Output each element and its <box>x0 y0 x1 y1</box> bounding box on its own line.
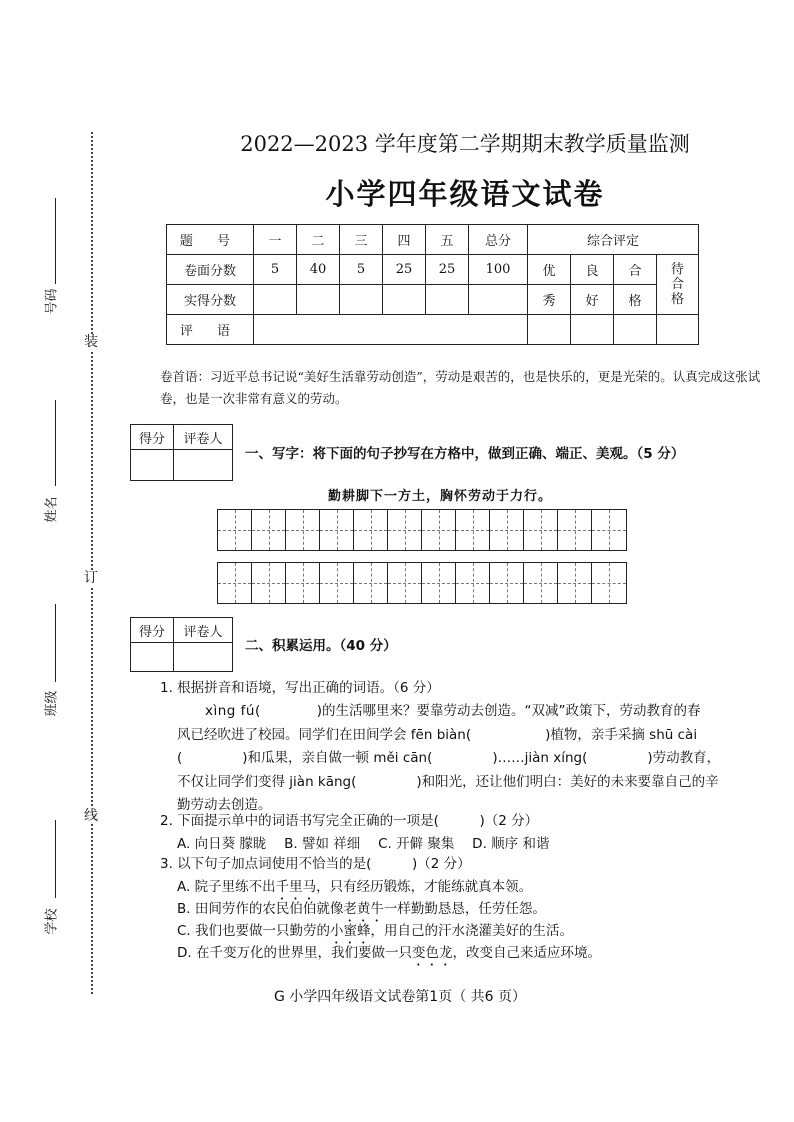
q1-text: 不仅让同学们变得 jiàn kāng( <box>177 773 357 790</box>
grade-pass-check[interactable] <box>614 315 657 345</box>
writing-grid-row-2[interactable] <box>217 562 627 604</box>
points-4: 25 <box>383 255 426 285</box>
name-underline <box>55 400 56 486</box>
row-label-actual: 实得分数 <box>167 285 254 315</box>
q3-option-b: B. 田间劳作的农民伯伯就像老黄牛一样勤勤恳恳，任劳任怨。 <box>177 901 546 917</box>
q1-text: )植物，亲手采摘 shū cài <box>545 726 698 743</box>
section-2-title: 二、积累运用。（40 分） <box>245 638 397 654</box>
row-label-points: 卷面分数 <box>167 255 254 285</box>
q3-option-c-dotted: 小蜜蜂 <box>330 923 371 939</box>
points-2: 40 <box>297 255 340 285</box>
actual-5[interactable] <box>426 285 469 315</box>
points-1: 5 <box>254 255 297 285</box>
binding-char-ding: 订 <box>84 570 98 586</box>
score-cell[interactable] <box>131 643 174 672</box>
exam-title: 2022—2023 学年度第二学期期末教学质量监测 <box>240 132 690 156</box>
actual-3[interactable] <box>340 285 383 315</box>
reviewer-cell[interactable] <box>174 450 233 481</box>
section-3: 三 <box>340 225 383 255</box>
q2-stem: 2. 下面提示单中的词语书写完全正确的一项是( )（2 分） <box>160 813 539 829</box>
grade-needs-improvement: 待合格 <box>657 255 699 315</box>
binding-char-zhuang: 装 <box>84 334 98 350</box>
q2-options: A. 向日葵 朦眬 B. 譬如 祥细 C. 开僻 聚集 D. 顺序 和谐 <box>177 836 550 852</box>
grader-box-2 <box>130 617 233 672</box>
section-2: 二 <box>297 225 340 255</box>
row-label-number: 题 号 <box>167 225 254 255</box>
q3-option-d: D. 在千变万化的世界里，我们要做一只变色龙，改变自己来适应环境。 <box>177 945 601 961</box>
q1-text: 勤劳动去创造。 <box>177 797 272 813</box>
grade-excellent-check[interactable] <box>528 315 571 345</box>
label-class: 班级 <box>44 690 60 717</box>
section-4: 四 <box>383 225 426 255</box>
reviewer-label: 评卷人 <box>174 618 233 643</box>
number-underline <box>55 198 56 284</box>
q3-stem: 3. 以下句子加点词使用不恰当的是( )（2 分） <box>160 856 471 872</box>
q3-option-d-dotted: 变色龙 <box>411 945 453 961</box>
score-label: 得分 <box>131 618 174 643</box>
score-label: 得分 <box>131 425 174 450</box>
page-footer: G 小学四年级语文试卷第1页（ 共6 页） <box>273 989 526 1005</box>
grade-good-top: 良 <box>571 255 614 285</box>
score-table <box>166 224 699 345</box>
grade-good-check[interactable] <box>571 315 614 345</box>
grade-excellent-bottom: 秀 <box>528 285 571 315</box>
grader-box-1 <box>130 424 233 481</box>
comment-cell[interactable] <box>254 315 528 345</box>
preface: 卷首语：习近平总书记说“美好生活靠劳动创造”，劳动是艰苦的，也是快乐的，更是光荣的。认真完成这张试卷，也是一次非常有意义的劳动。 <box>160 369 761 406</box>
grade-pass-top: 合 <box>614 255 657 285</box>
grade-excellent-top: 优 <box>528 255 571 285</box>
grade-needs-check[interactable] <box>657 315 699 345</box>
label-school: 学校 <box>44 908 60 935</box>
writing-grid-row-1[interactable] <box>217 509 627 551</box>
q1-text: )……jiàn xíng( <box>492 750 588 766</box>
section-1: 一 <box>254 225 297 255</box>
q3-option-c: C. 我们也要做一只勤劳的小蜜蜂，用自己的汗水浇灌美好的生活。 <box>177 923 574 939</box>
binding-dotted-line <box>91 132 93 994</box>
section-1-title: 一、写字：将下面的句子抄写在方格中，做到正确、端正、美观。（5 分） <box>245 446 685 462</box>
q3-option-a: A. 院子里练不出千里马，只有经历锻炼，才能练就真本领。 <box>177 879 533 895</box>
q1-text: )和阳光，还让他们明白：美好的未来要靠自己的辛 <box>416 773 719 790</box>
points-total: 100 <box>469 255 528 285</box>
section-total: 总分 <box>469 225 528 255</box>
actual-total[interactable] <box>469 285 528 315</box>
reviewer-label: 评卷人 <box>174 425 233 450</box>
grade-pass-bottom: 格 <box>614 285 657 315</box>
school-underline <box>55 820 56 898</box>
q3-option-a-dotted: 千里马 <box>275 879 317 895</box>
actual-2[interactable] <box>297 285 340 315</box>
points-5: 25 <box>426 255 469 285</box>
section-5: 五 <box>426 225 469 255</box>
label-name: 姓名 <box>44 496 60 523</box>
actual-1[interactable] <box>254 285 297 315</box>
label-number: 号码 <box>44 288 60 315</box>
class-underline <box>55 604 56 682</box>
score-cell[interactable] <box>131 450 174 481</box>
q1-text: )劳动教育， <box>647 750 721 766</box>
q1-stem: 1. 根据拼音和语境，写出正确的词语。（6 分） <box>160 680 440 696</box>
q1-text: xìng fú( <box>205 703 261 719</box>
q3-option-b-dotted: 老黄牛 <box>343 901 384 917</box>
q1-text: )和瓜果，亲自做一顿 měi cān( <box>242 750 433 766</box>
q1-text: ( <box>177 750 183 766</box>
reviewer-cell[interactable] <box>174 643 233 672</box>
actual-4[interactable] <box>383 285 426 315</box>
points-3: 5 <box>340 255 383 285</box>
overall-label: 综合评定 <box>528 225 699 255</box>
q1-text: )的生活哪里来？要靠劳动去创造。“双减”政策下，劳动教育的春 <box>316 703 701 719</box>
binding-char-xian: 线 <box>84 808 98 824</box>
page-title: 小学四年级语文试卷 <box>325 177 605 211</box>
q1-passage <box>177 700 777 818</box>
model-sentence: 勤耕脚下一方土，胸怀劳动于力行。 <box>327 489 552 504</box>
q1-text: 风已经吹进了校园。同学们在田间学会 fēn biàn( <box>177 726 472 743</box>
grade-good-bottom: 好 <box>571 285 614 315</box>
row-label-comment: 评 语 <box>167 315 254 345</box>
